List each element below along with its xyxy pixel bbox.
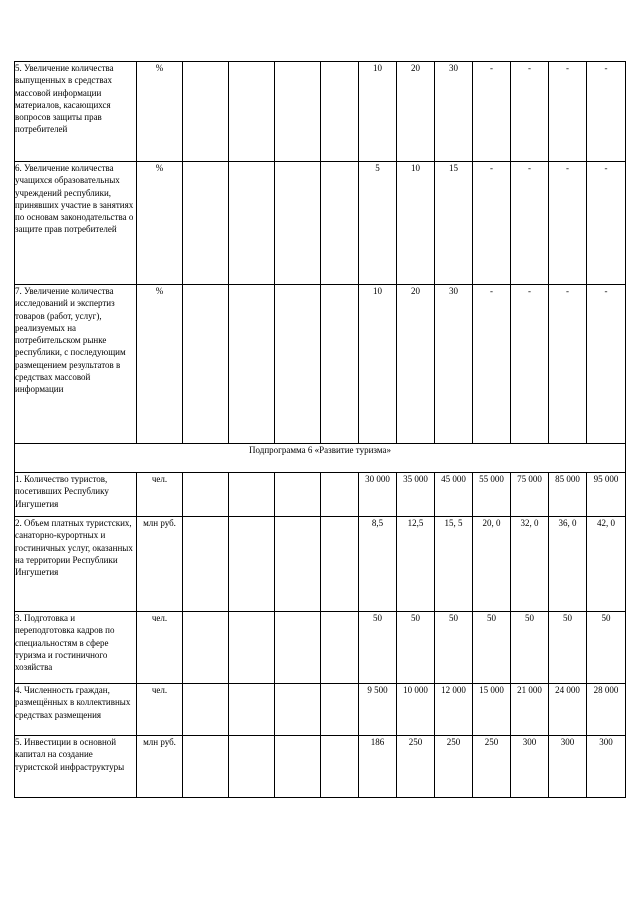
- indicator-name: 3. Подготовка и переподготовка кадров по специальностям в сфере туризма и гостиничного хозяйства: [15, 612, 137, 684]
- empty-cell: [229, 62, 275, 162]
- empty-cell: [183, 162, 229, 285]
- table-row: [15, 736, 626, 798]
- value-cell: 50: [587, 612, 626, 684]
- empty-cell: [183, 612, 229, 684]
- value-cell: -: [587, 285, 626, 444]
- empty-cell: [183, 473, 229, 517]
- empty-cell: [275, 517, 321, 612]
- value-cell: 15, 5: [435, 517, 473, 612]
- table-row: [15, 517, 626, 612]
- value-cell: 12,5: [397, 517, 435, 612]
- value-cell: 9 500: [359, 684, 397, 736]
- empty-cell: [275, 473, 321, 517]
- value-cell: 21 000: [511, 684, 549, 736]
- value-cell: 55 000: [473, 473, 511, 517]
- indicator-name: 6. Увеличение количества учащихся образовательных учреждений республики, принявших участие в занятиях по основам законодательства о защите прав потребителей: [15, 162, 137, 285]
- empty-cell: [229, 162, 275, 285]
- value-cell: 20: [397, 62, 435, 162]
- value-cell: 10: [359, 285, 397, 444]
- value-cell: 250: [397, 736, 435, 798]
- unit-cell: млн руб.: [137, 517, 183, 612]
- section-header-row: [15, 444, 626, 473]
- value-cell: 15: [435, 162, 473, 285]
- empty-cell: [321, 62, 359, 162]
- empty-cell: [229, 473, 275, 517]
- empty-cell: [183, 285, 229, 444]
- indicator-name: 7. Увеличение количества исследований и экспертиз товаров (работ, услуг), реализуемых на потребительском рынке республики, с последующим размещением результатов в средствах массовой информации: [15, 285, 137, 444]
- empty-cell: [321, 285, 359, 444]
- empty-cell: [183, 736, 229, 798]
- empty-cell: [321, 612, 359, 684]
- value-cell: 186: [359, 736, 397, 798]
- value-cell: -: [473, 162, 511, 285]
- value-cell: 45 000: [435, 473, 473, 517]
- empty-cell: [183, 684, 229, 736]
- value-cell: 24 000: [549, 684, 587, 736]
- empty-cell: [229, 684, 275, 736]
- value-cell: 30: [435, 62, 473, 162]
- empty-cell: [183, 517, 229, 612]
- value-cell: 250: [473, 736, 511, 798]
- value-cell: -: [473, 285, 511, 444]
- empty-cell: [321, 736, 359, 798]
- value-cell: -: [511, 162, 549, 285]
- table-section-tourism: [15, 444, 626, 473]
- indicator-name: 5. Инвестиции в основной капитал на создание туристской инфраструктуры: [15, 736, 137, 798]
- section-title: Подпрограмма 6 «Развитие туризма»: [15, 444, 626, 473]
- table-row: [15, 285, 626, 444]
- value-cell: 36, 0: [549, 517, 587, 612]
- value-cell: 50: [435, 612, 473, 684]
- value-cell: 10 000: [397, 684, 435, 736]
- empty-cell: [321, 684, 359, 736]
- value-cell: 300: [511, 736, 549, 798]
- value-cell: 50: [511, 612, 549, 684]
- table-row: [15, 62, 626, 162]
- unit-cell: %: [137, 285, 183, 444]
- value-cell: -: [587, 162, 626, 285]
- value-cell: 50: [359, 612, 397, 684]
- indicator-name: 2. Объем платных туристских, санаторно-курортных и гостиничных услуг, оказанных на территории Республики Ингушетия: [15, 517, 137, 612]
- value-cell: -: [549, 285, 587, 444]
- empty-cell: [275, 62, 321, 162]
- value-cell: 8,5: [359, 517, 397, 612]
- value-cell: 300: [587, 736, 626, 798]
- empty-cell: [229, 612, 275, 684]
- empty-cell: [321, 162, 359, 285]
- empty-cell: [275, 285, 321, 444]
- unit-cell: %: [137, 62, 183, 162]
- table-row: [15, 162, 626, 285]
- value-cell: 10: [359, 62, 397, 162]
- table-body-tourism: [15, 473, 626, 798]
- empty-cell: [229, 285, 275, 444]
- indicator-name: 4. Численность граждан, размещённых в коллективных средствах размещения: [15, 684, 137, 736]
- table-body-consumer-rights: [15, 62, 626, 444]
- unit-cell: млн руб.: [137, 736, 183, 798]
- value-cell: 30 000: [359, 473, 397, 517]
- table-row: [15, 612, 626, 684]
- value-cell: 95 000: [587, 473, 626, 517]
- value-cell: 42, 0: [587, 517, 626, 612]
- empty-cell: [275, 684, 321, 736]
- value-cell: -: [549, 62, 587, 162]
- table-row: [15, 473, 626, 517]
- value-cell: 15 000: [473, 684, 511, 736]
- indicators-table: [14, 61, 626, 798]
- value-cell: 5: [359, 162, 397, 285]
- value-cell: 85 000: [549, 473, 587, 517]
- value-cell: 300: [549, 736, 587, 798]
- unit-cell: чел.: [137, 473, 183, 517]
- value-cell: 250: [435, 736, 473, 798]
- empty-cell: [275, 612, 321, 684]
- value-cell: 20: [397, 285, 435, 444]
- empty-cell: [183, 62, 229, 162]
- value-cell: -: [549, 162, 587, 285]
- value-cell: -: [587, 62, 626, 162]
- value-cell: 50: [473, 612, 511, 684]
- unit-cell: чел.: [137, 684, 183, 736]
- empty-cell: [275, 736, 321, 798]
- value-cell: 30: [435, 285, 473, 444]
- value-cell: 35 000: [397, 473, 435, 517]
- indicator-name: 5. Увеличение количества выпущенных в средствах массовой информации материалов, касающихся вопросов защиты прав потребителей: [15, 62, 137, 162]
- indicator-name: 1. Количество туристов, посетивших Республику Ингушетия: [15, 473, 137, 517]
- value-cell: 10: [397, 162, 435, 285]
- empty-cell: [321, 473, 359, 517]
- value-cell: 20, 0: [473, 517, 511, 612]
- value-cell: -: [473, 62, 511, 162]
- unit-cell: чел.: [137, 612, 183, 684]
- value-cell: 12 000: [435, 684, 473, 736]
- table-row: [15, 684, 626, 736]
- value-cell: 50: [397, 612, 435, 684]
- value-cell: 28 000: [587, 684, 626, 736]
- value-cell: 32, 0: [511, 517, 549, 612]
- value-cell: 75 000: [511, 473, 549, 517]
- value-cell: 50: [549, 612, 587, 684]
- value-cell: -: [511, 62, 549, 162]
- empty-cell: [229, 736, 275, 798]
- empty-cell: [275, 162, 321, 285]
- empty-cell: [229, 517, 275, 612]
- value-cell: -: [511, 285, 549, 444]
- unit-cell: %: [137, 162, 183, 285]
- empty-cell: [321, 517, 359, 612]
